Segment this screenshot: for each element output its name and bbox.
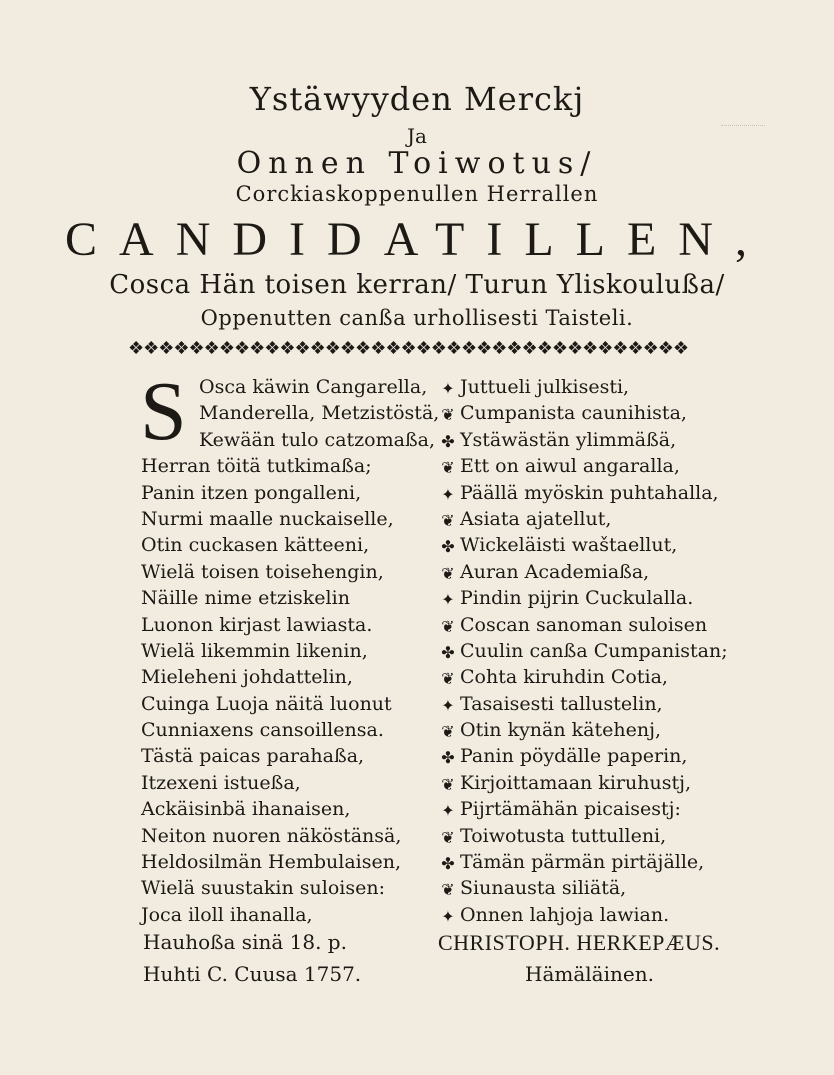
ornament-icon: ✤ — [441, 537, 455, 557]
title-line-5: CANDIDATILLEN, — [65, 213, 769, 266]
poem-line: Luonon kirjast lawiasta. — [141, 613, 373, 636]
poem-line: Siunausta siliätä, — [460, 877, 627, 900]
poem-line: Wickeläisti waštaellut, — [460, 534, 678, 557]
poem-line: Manderella, Metzistöstä, — [199, 402, 440, 425]
poem-line: Kewään tulo catzomaßa, — [199, 428, 436, 451]
poem-line: Pindin pijrin Cuckulalla. — [460, 587, 694, 610]
poem-line: Kirjoittamaan kiruhustj, — [460, 771, 692, 794]
ornament-icon: ✦ — [441, 695, 455, 715]
ornament-icon: ✤ — [441, 854, 455, 874]
poem-line: Cunniaxens cansoillensa. — [141, 719, 384, 742]
poem-line: Tämän pärmän pirtäjälle, — [460, 851, 705, 874]
poem-line: Auran Academiaßa, — [460, 560, 650, 583]
poem-line: Osca käwin Cangarella, — [199, 376, 428, 398]
poem-line: Joca iloll ihanalla, — [141, 903, 313, 926]
ornament-icon: ✤ — [441, 748, 455, 768]
title-line-6: Cosca Hän toisen kerran/ Turun Yliskoulußa/ — [109, 270, 725, 300]
ornament-icon: ✤ — [441, 431, 455, 451]
poem-line: Panin pöydälle paperin, — [460, 745, 688, 768]
ornament-icon: ❦ — [441, 880, 455, 900]
ornament-icon: ❦ — [441, 616, 455, 636]
poem-line: Juttueli julkisesti, — [460, 376, 630, 398]
poem-right-column — [460, 374, 728, 928]
ornament-icon: ❦ — [441, 774, 455, 794]
ornament-icon: ❦ — [441, 669, 455, 689]
poem-line: Cumpanista caunihista, — [460, 402, 687, 425]
drop-capital: S — [140, 365, 187, 458]
poem-line: Coscan sanoman suloisen — [460, 613, 708, 636]
poem-line: Itzexeni istueßa, — [141, 771, 301, 794]
column-divider-ornaments — [440, 376, 456, 930]
footer-origin: Hämäläinen. — [525, 962, 654, 986]
ornament-icon: ✦ — [441, 379, 455, 398]
poem-line: Nurmi maalle nuckaiselle, — [141, 507, 394, 530]
title-line-2: Ja — [407, 124, 427, 148]
title-line-7: Oppenutten canßa urhollisesti Taisteli. — [200, 306, 634, 330]
footer-place: Hauhoßa sinä 18. p. — [143, 930, 347, 954]
poem-line: Neiton nuoren näköstänsä, — [141, 824, 402, 847]
poem-line: Cuinga Luoja näitä luonut — [141, 692, 392, 715]
poem-line: Asiata ajatellut, — [460, 507, 612, 530]
poem-line: Heldosilmän Hembulaisen, — [141, 851, 401, 874]
ornament-border: ❖❖❖❖❖❖❖❖❖❖❖❖❖❖❖❖❖❖❖❖❖❖❖❖❖❖❖❖❖❖❖❖❖❖❖❖❖ — [128, 338, 689, 359]
title-line-1: Ystäwyyden Merckj — [249, 80, 585, 118]
poem-line: Panin itzen pongalleni, — [141, 481, 362, 504]
ornament-icon: ❦ — [441, 458, 455, 478]
title-line-4: Corckiaskoppenullen Herrallen — [235, 182, 599, 206]
poem-line: Pijrtämähän picaisestj: — [460, 798, 681, 821]
footer-author: CHRISTOPH. HERKEPÆUS. — [438, 930, 721, 955]
ornament-icon: ❦ — [441, 405, 455, 425]
poem-line: Wielä likemmin likenin, — [141, 639, 368, 662]
poem-line: Ett on aiwul angaralla, — [460, 455, 680, 478]
ornament-icon: ❦ — [441, 563, 455, 583]
poem-line: Wielä suustakin suloisen: — [141, 877, 385, 900]
poem-line: Onnen lahjoja lawian. — [460, 903, 670, 926]
title-line-3: Onnen Toiwotus/ — [236, 146, 598, 181]
footer-date: Huhti C. Cuusa 1757. — [143, 962, 362, 986]
poem-line: Wielä toisen toisehengin, — [141, 560, 384, 583]
poem-line: Cohta kiruhdin Cotia, — [460, 666, 668, 689]
poem-line: Cuulin canßa Cumpanistan; — [460, 639, 728, 662]
poem-line: Otin kynän kätehenj, — [460, 719, 662, 742]
ornament-icon: ✦ — [441, 906, 455, 926]
poem-line: Tasaisesti tallustelin, — [460, 692, 663, 715]
poem-left-column — [141, 374, 439, 928]
ornament-icon: ✦ — [441, 801, 455, 821]
ornament-icon: ✦ — [441, 484, 455, 504]
ornament-icon: ✦ — [441, 590, 455, 610]
ornament-icon: ❦ — [441, 827, 455, 847]
poem-line: Näille nime etziskelin — [141, 587, 350, 610]
poem-line: Tästä paicas parahaßa, — [141, 745, 365, 768]
poem-line: Ackäisinbä ihanaisen, — [141, 798, 351, 821]
ornament-icon: ❦ — [441, 510, 455, 530]
poem-line: Päällä myöskin puhtahalla, — [460, 481, 719, 504]
ornament-icon: ❦ — [441, 722, 455, 742]
poem-line: Herran töitä tutkimaßa; — [141, 455, 372, 478]
poem-line: Ystäwästän ylimmäßä, — [460, 428, 677, 451]
poem-line: Toiwotusta tuttulleni, — [460, 824, 667, 847]
ornament-icon: ✤ — [441, 642, 455, 662]
poem-line: Mieleheni johdattelin, — [141, 666, 353, 689]
poem-line: Otin cuckasen kätteeni, — [141, 534, 370, 557]
